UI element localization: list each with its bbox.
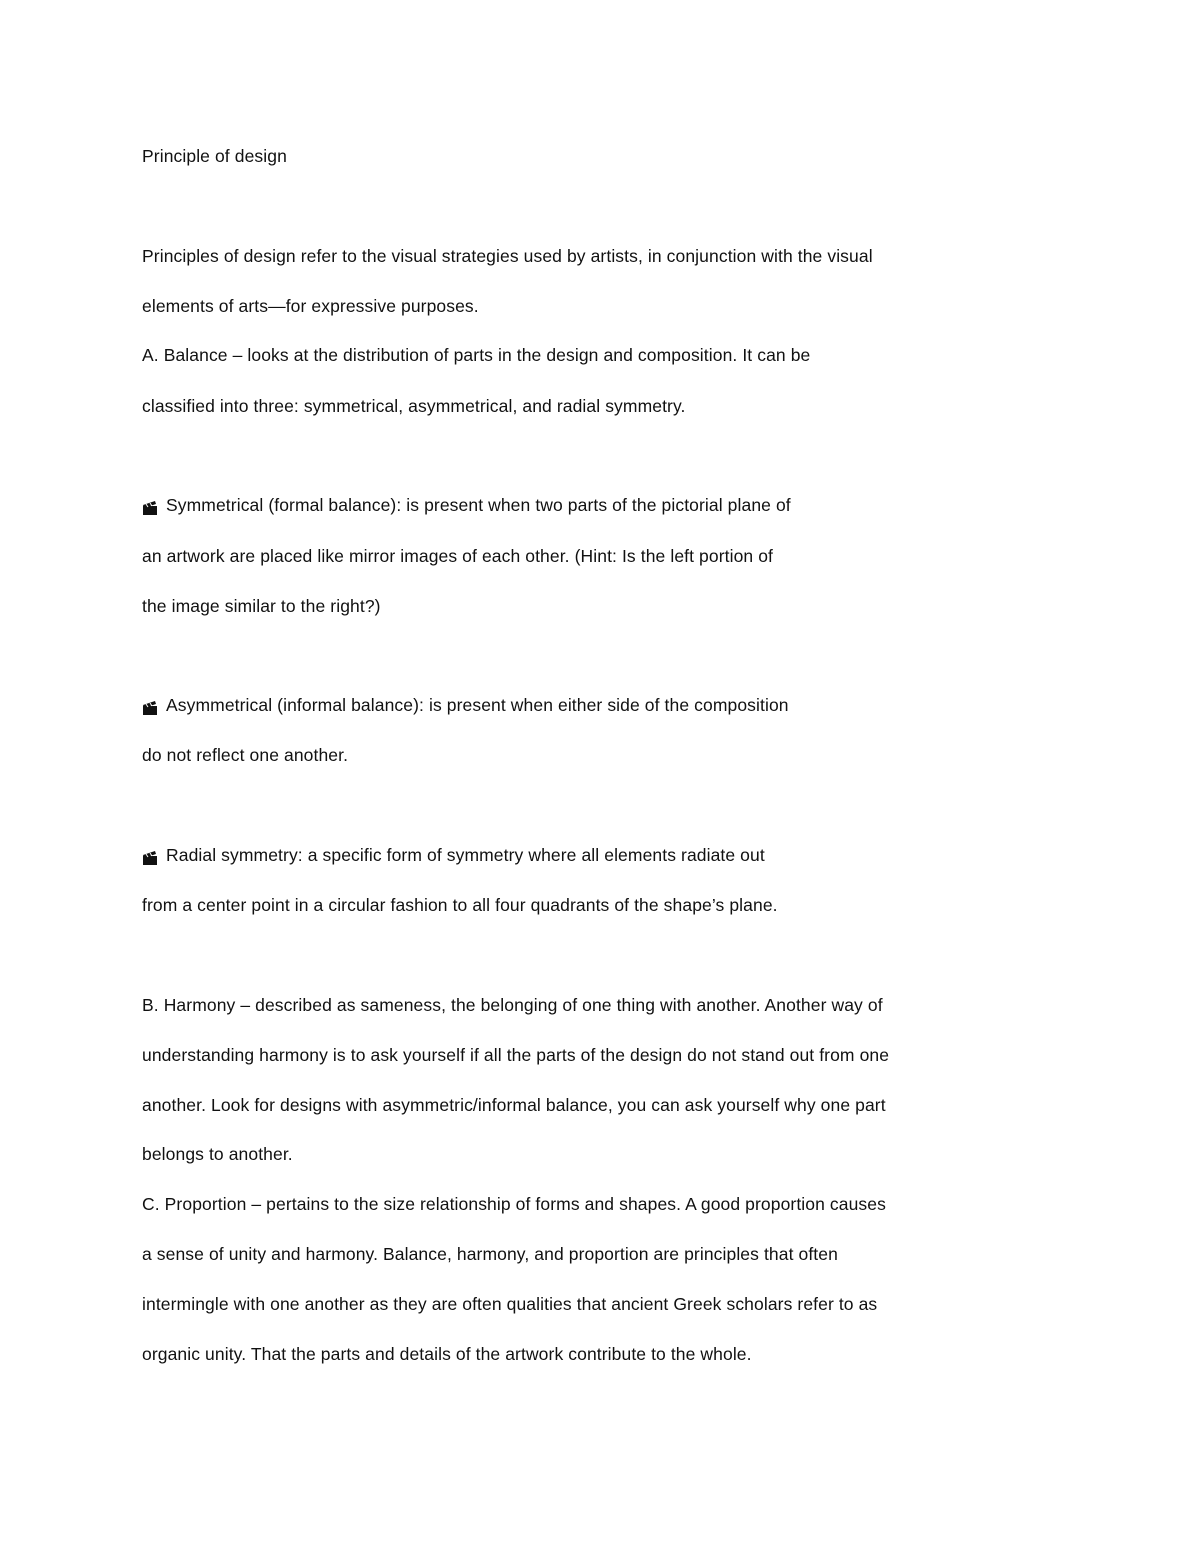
intro-line-1: Principles of design refer to the visual strategies used by artists, in conjunction with the visual <box>142 246 873 266</box>
clapperboard-icon <box>142 698 158 714</box>
proportion-line-2: a sense of unity and harmony. Balance, harmony, and proportion are principles that often <box>142 1244 838 1264</box>
balance-line-2: classified into three: symmetrical, asymmetrical, and radial symmetry. <box>142 396 686 416</box>
bullet-symmetrical <box>142 493 791 517</box>
document-title: Principle of design <box>142 146 287 166</box>
harmony-line-3: another. Look for designs with asymmetric/informal balance, you can ask yourself why one part <box>142 1095 886 1115</box>
clapperboard-icon <box>142 498 158 514</box>
harmony-line-2: understanding harmony is to ask yourself if all the parts of the design do not stand out from one <box>142 1045 890 1065</box>
bullet-radial <box>142 843 765 867</box>
intro-line-2: elements of arts—for expressive purposes. <box>142 296 479 316</box>
proportion-line-4: organic unity. That the parts and details of the artwork contribute to the whole. <box>142 1344 752 1364</box>
bullet-symmetrical-line-3: the image similar to the right?) <box>142 596 381 616</box>
harmony-line-1: B. Harmony – described as sameness, the belonging of one thing with another. Another way of <box>142 995 883 1015</box>
bullet-symmetrical-line-1: Symmetrical (formal balance): is present when two parts of the pictorial plane of <box>166 495 791 515</box>
proportion-line-1: C. Proportion – pertains to the size relationship of forms and shapes. A good proportion causes <box>142 1194 886 1214</box>
bullet-radial-line-2: from a center point in a circular fashion to all four quadrants of the shape’s plane. <box>142 895 778 915</box>
harmony-line-4: belongs to another. <box>142 1144 293 1164</box>
bullet-asymmetrical <box>142 693 789 717</box>
proportion-line-3: intermingle with one another as they are often qualities that ancient Greek scholars refer to as <box>142 1294 878 1314</box>
bullet-symmetrical-line-2: an artwork are placed like mirror images of each other. (Hint: Is the left portion of <box>142 546 774 566</box>
bullet-asymmetrical-line-1: Asymmetrical (informal balance): is present when either side of the composition <box>166 695 789 715</box>
clapperboard-icon <box>142 848 158 864</box>
balance-line-1: A. Balance – looks at the distribution of parts in the design and composition. It can be <box>142 345 811 365</box>
bullet-asymmetrical-line-2: do not reflect one another. <box>142 745 349 765</box>
bullet-radial-line-1: Radial symmetry: a specific form of symmetry where all elements radiate out <box>166 845 765 865</box>
